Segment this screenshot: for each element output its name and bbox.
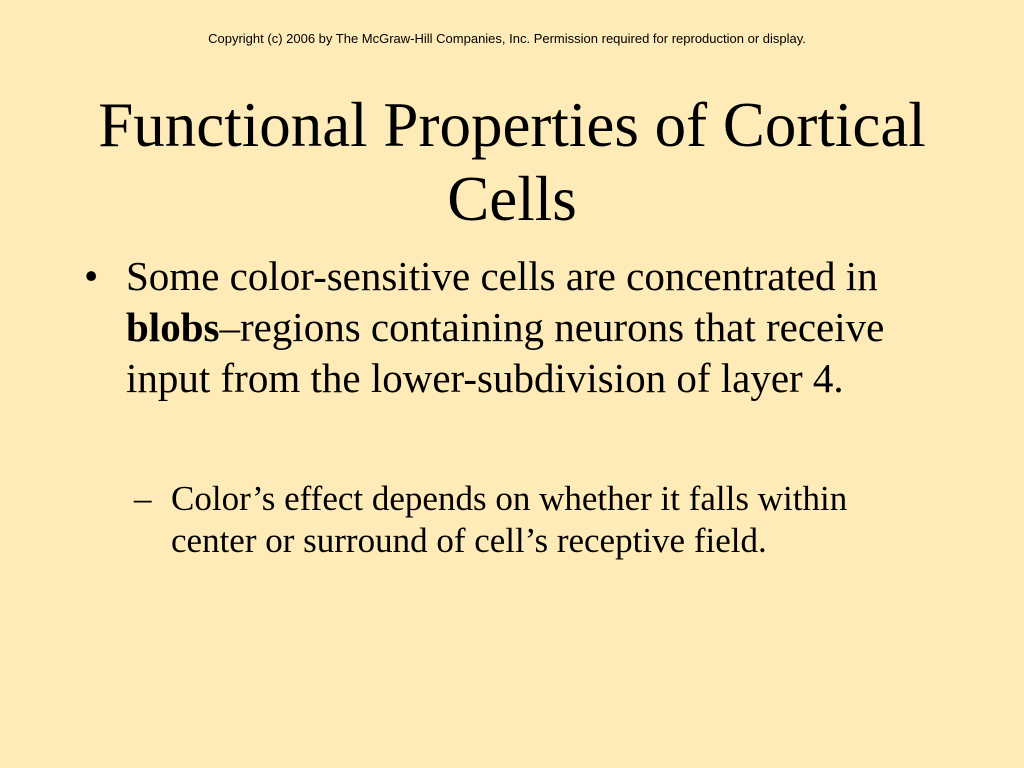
bullet-text-end: –regions containing neurons that receive input from the lower-subdivision of layer 4. [126,304,885,401]
bullet-item [84,251,934,404]
bold-term: blobs [126,304,220,350]
bullet-marker: • [84,253,99,299]
slide-title: Functional Properties of Cortical Cells [98,90,926,234]
sub-bullet-marker: – [134,479,152,518]
sub-bullet-item [134,478,894,562]
sub-bullet-text: Color’s effect depends on whether it falls within center or surround of cell’s receptive field. [171,479,848,560]
bullet-text [126,251,934,404]
copyright-notice: Copyright (c) 2006 by The McGraw-Hill Companies, Inc. Permission required for reproduction or display. [208,31,806,46]
bullet-text-start: Some color-sensitive cells are concentrated in [126,253,878,299]
